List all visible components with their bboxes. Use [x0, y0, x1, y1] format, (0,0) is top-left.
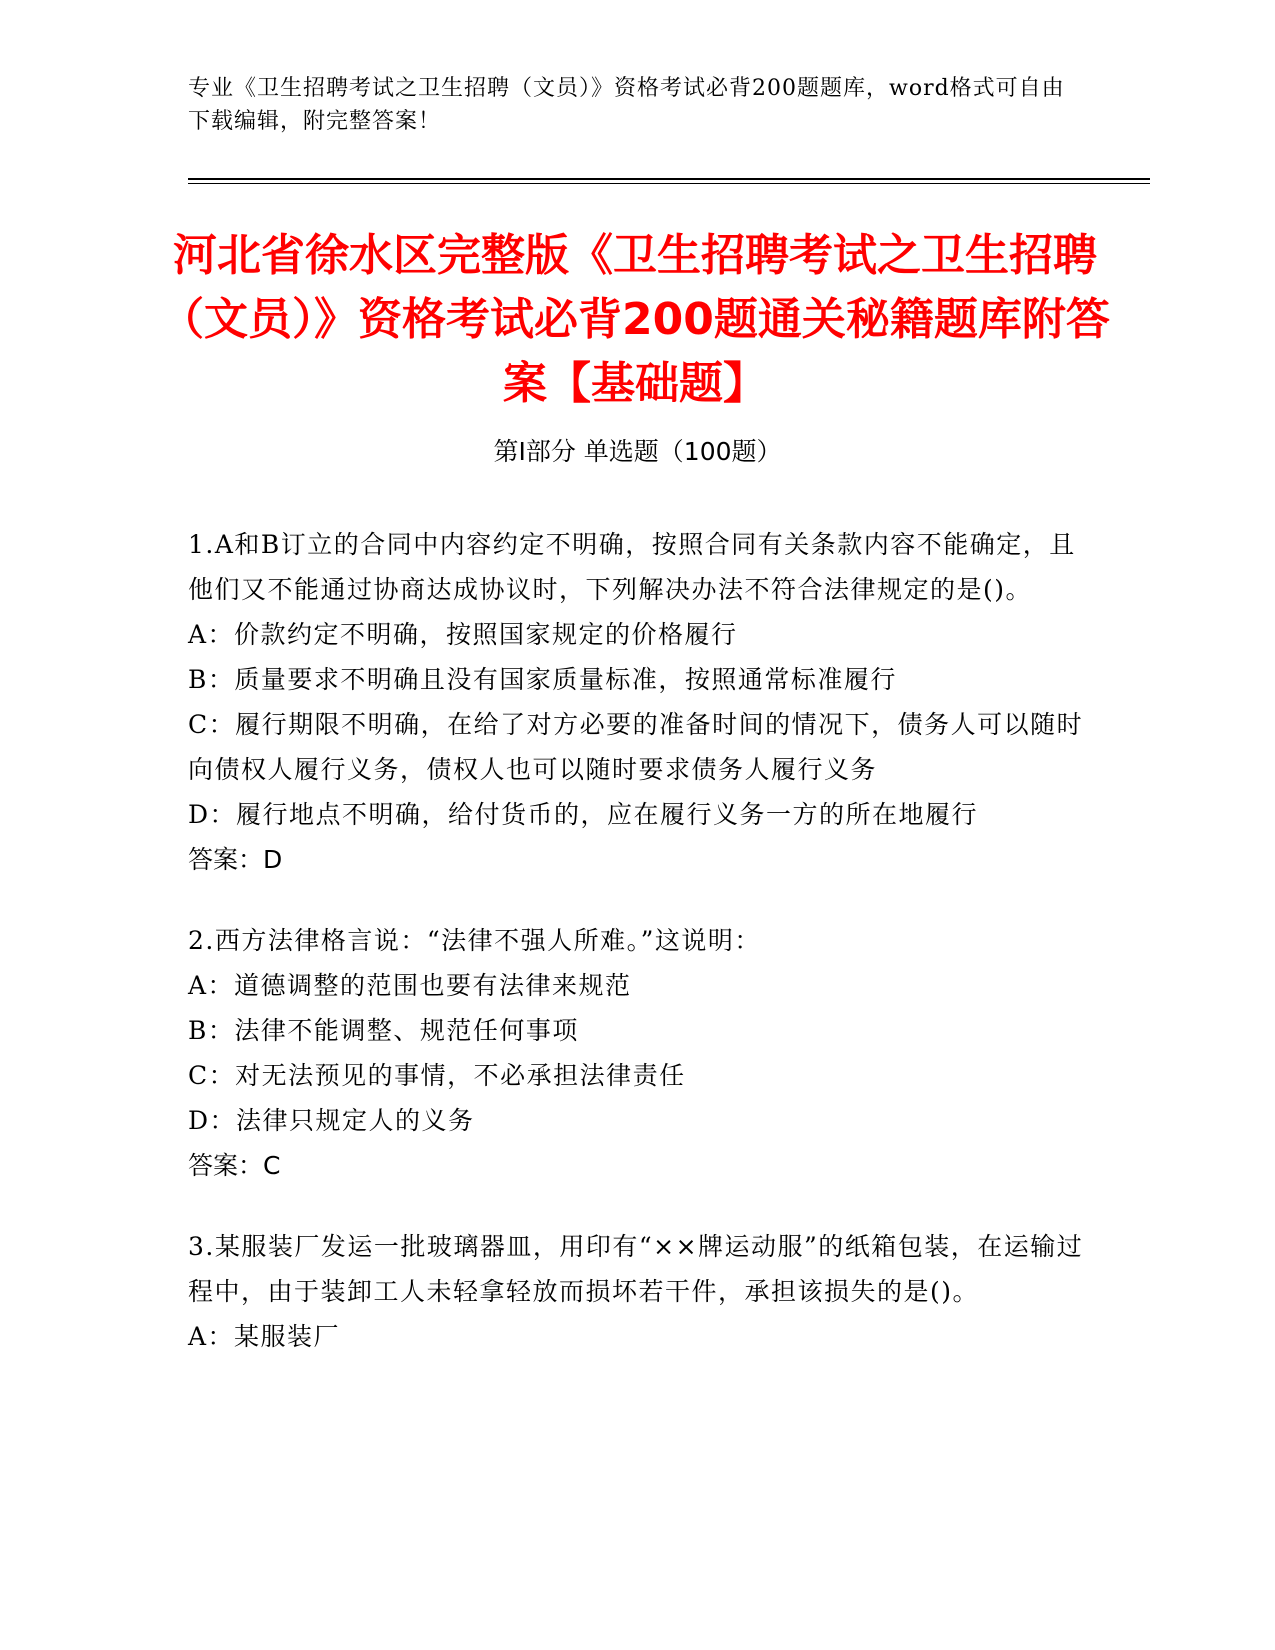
- question-1: [188, 522, 1088, 882]
- question-3: [188, 1224, 1088, 1359]
- answer-line: 答案：C: [188, 1151, 281, 1180]
- header-rule-thin: [188, 183, 1150, 184]
- option-a: A：某服装厂: [188, 1322, 341, 1351]
- option-d: D：法律只规定人的义务: [188, 1106, 475, 1135]
- question-2: [188, 918, 1088, 1188]
- document-title: 河北省徐水区完整版《卫生招聘考试之卫生招聘（文员）》资格考试必背200题通关秘籍题库附答案【基础题】: [160, 230, 1110, 409]
- question-stem: 1.A和B订立的合同中内容约定不明确，按照合同有关条款内容不能确定，且他们又不能通过协商达成协议时，下列解决办法不符合法律规定的是()。: [188, 530, 1076, 604]
- header-note: 专业《卫生招聘考试之卫生招聘（文员）》资格考试必背200题题库，word格式可自由下载编辑，附完整答案！: [188, 76, 1065, 134]
- question-stem: 2.西方法律格言说：“法律不强人所难。”这说明：: [188, 926, 761, 955]
- option-d: D：履行地点不明确，给付货币的，应在履行义务一方的所在地履行: [188, 800, 979, 829]
- option-c: C：履行期限不明确，在给了对方必要的准备时间的情况下，债务人可以随时向债权人履行义务，债权人也可以随时要求债务人履行义务: [188, 710, 1084, 784]
- option-b: B：法律不能调整、规范任何事项: [188, 1016, 579, 1045]
- option-b: B：质量要求不明确且没有国家质量标准，按照通常标准履行: [188, 665, 897, 694]
- header-rule: [188, 178, 1150, 180]
- section-heading: 第Ⅰ部分 单选题（100题）: [493, 437, 782, 466]
- answer-line: 答案：D: [188, 845, 283, 874]
- option-a: A：道德调整的范围也要有法律来规范: [188, 971, 632, 1000]
- option-a: A：价款约定不明确，按照国家规定的价格履行: [188, 620, 738, 649]
- question-list: [188, 522, 1088, 1395]
- question-stem: 3.某服装厂发运一批玻璃器皿，用印有“××牌运动服”的纸箱包装，在运输过程中，由于装卸工人未轻拿轻放而损坏若干件，承担该损失的是()。: [188, 1232, 1084, 1306]
- option-c: C：对无法预见的事情，不必承担法律责任: [188, 1061, 686, 1090]
